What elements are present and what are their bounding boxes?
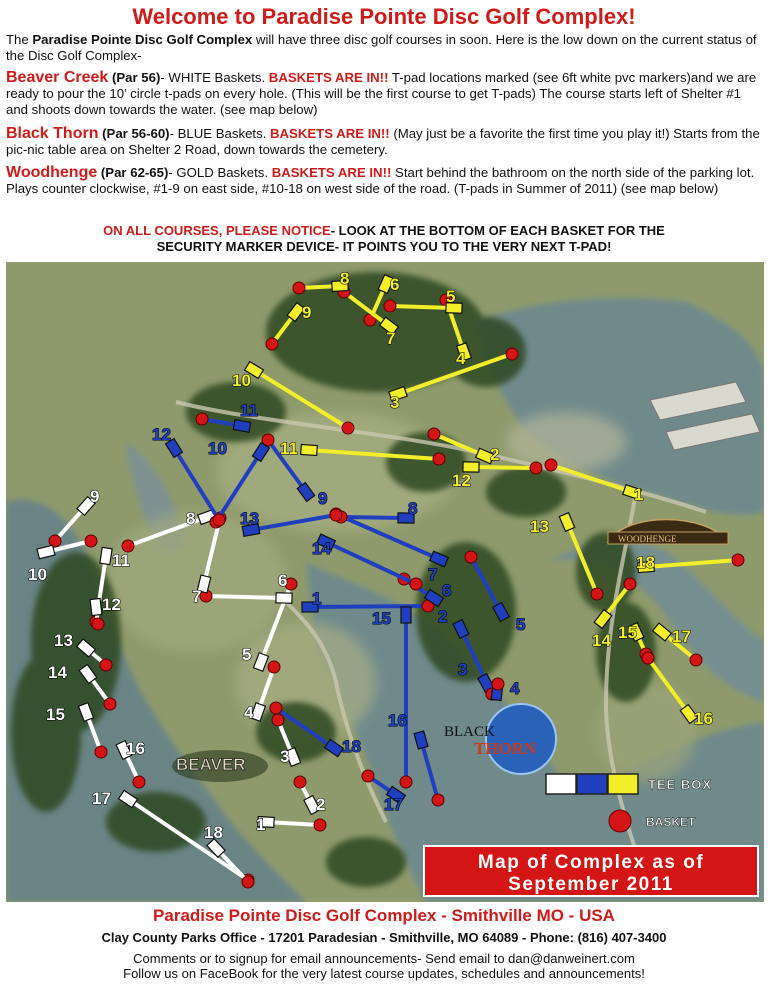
- footer-email-line: Comments or to signup for email announcements- Send email to dan@danweinert.com: [133, 951, 635, 966]
- woodhenge-logo-text: WOODHENGE: [618, 534, 677, 544]
- blue-basket-18: [270, 702, 282, 714]
- white-basket-18: [242, 876, 254, 888]
- intro-pre: The: [6, 32, 33, 47]
- blue-basket-13: [330, 509, 342, 521]
- gold-hole-number-7: 7: [386, 329, 396, 348]
- notice-banner: [0, 223, 768, 255]
- notice-line2: SECURITY MARKER DEVICE- IT POINTS YOU TO THE VERY NEXT T-PAD!: [156, 239, 612, 254]
- gold-hole-number-11: 11: [280, 439, 298, 458]
- blue-hole-number-4: 4: [510, 679, 520, 698]
- legend-swatch-blue: [577, 774, 607, 794]
- white-basket-13: [100, 659, 112, 671]
- white-hole-number-7: 7: [192, 587, 202, 606]
- caption-line2: September 2011: [508, 874, 674, 895]
- blue-hole-number-14: 14: [312, 539, 331, 558]
- gold-hole-number-3: 3: [390, 393, 400, 412]
- gold-basket-8: [293, 282, 305, 294]
- blue-basket-17: [362, 770, 374, 782]
- blue-hole-number-2: 2: [438, 607, 448, 626]
- gold-basket-3: [506, 348, 518, 360]
- beaver-creek-logo: [172, 750, 268, 782]
- blue-hole-number-12: 12: [152, 425, 171, 444]
- gold-hole-number-15: 15: [618, 623, 637, 642]
- legend-swatch-white: [546, 774, 576, 794]
- white-hole-number-10: 10: [28, 565, 47, 584]
- gold-fairway-5: [390, 306, 454, 308]
- course-name: Black Thorn: [6, 125, 99, 142]
- beaver-logo-text: BEAVER: [176, 755, 246, 774]
- course-map: [6, 262, 764, 902]
- white-hole-number-9: 9: [90, 487, 100, 506]
- course-woodhenge: [6, 165, 762, 197]
- course-par: (Par 62-65): [97, 165, 169, 180]
- black-logo-text: BLACK: [444, 724, 495, 740]
- blue-tee-box-11: [233, 420, 250, 433]
- gold-hole-number-17: 17: [672, 627, 691, 646]
- legend-tee-label: TEE BOX: [648, 777, 713, 792]
- white-tee-box-12: [90, 598, 102, 615]
- course-beaver-creek: [6, 70, 762, 118]
- white-basket-1: [314, 819, 326, 831]
- course-baskets-word: Baskets.: [210, 70, 269, 85]
- white-hole-number-18: 18: [204, 823, 223, 842]
- blue-hole-number-15: 15: [372, 609, 391, 628]
- intro-complex-name: Paradise Pointe Disc Golf Complex: [32, 32, 253, 47]
- white-fairway-6: [206, 596, 284, 598]
- gold-hole-number-18: 18: [636, 553, 655, 572]
- map-caption: [424, 846, 758, 896]
- gold-basket-11: [433, 453, 445, 465]
- page-title: Welcome to Paradise Pointe Disc Golf Complex!: [132, 4, 636, 29]
- white-basket-16: [133, 776, 145, 788]
- gold-hole-number-1: 1: [634, 485, 644, 504]
- course-status: BASKETS ARE IN!!: [271, 165, 392, 180]
- white-hole-number-8: 8: [186, 509, 196, 528]
- blue-hole-number-8: 8: [408, 499, 418, 518]
- gold-basket-12: [530, 462, 542, 474]
- course-desc: Start behind the bathroom on the north side of the parking lot. Plays counter clockwise, #1-9 on east side, #10-18 on west side of the road. (T-pads in Summer of 2011) (see map below): [6, 165, 755, 196]
- blue-hole-number-11: 11: [240, 401, 258, 420]
- blue-hole-number-10: 10: [208, 439, 227, 458]
- white-hole-number-17: 17: [92, 789, 111, 808]
- blue-hole-number-9: 9: [318, 489, 328, 508]
- white-tee-box-11: [100, 547, 112, 564]
- blue-hole-number-3: 3: [458, 660, 468, 679]
- white-hole-number-5: 5: [242, 645, 252, 664]
- notice-line1: - LOOK AT THE BOTTOM OF EACH BASKET FOR THE: [330, 223, 665, 238]
- gold-tee-box-11: [301, 444, 318, 455]
- white-basket-3: [272, 714, 284, 726]
- legend-swatch-gold: [608, 774, 638, 794]
- legend-basket-dot: [609, 810, 631, 832]
- white-hole-number-15: 15: [46, 705, 65, 724]
- course-name: Beaver Creek: [6, 69, 109, 86]
- course-baskets-word: Baskets.: [213, 165, 272, 180]
- blue-fairway-8: [341, 517, 406, 518]
- footer-facebook-line: Follow us on FaceBook for the very latest course updates, schedules and announcements!: [123, 966, 645, 981]
- course-color: - WHITE: [160, 70, 211, 85]
- blue-tee-box-15: [401, 607, 411, 623]
- course-color: - BLUE: [169, 126, 213, 141]
- white-basket-4: [268, 661, 280, 673]
- course-par: (Par 56): [108, 70, 161, 85]
- gold-hole-number-9: 9: [302, 303, 312, 322]
- blue-basket-4: [492, 678, 504, 690]
- gold-hole-number-6: 6: [390, 275, 400, 294]
- white-basket-10: [85, 535, 97, 547]
- white-basket-2: [294, 776, 306, 788]
- white-hole-number-4: 4: [244, 703, 254, 722]
- blue-basket-14: [410, 578, 422, 590]
- blue-hole-number-6: 6: [442, 581, 452, 600]
- gold-basket-13: [591, 588, 603, 600]
- gold-hole-number-13: 13: [530, 517, 549, 536]
- white-basket-12: [92, 618, 104, 630]
- blue-hole-number-7: 7: [428, 565, 438, 584]
- footer-contact: [0, 951, 768, 981]
- blue-hole-number-1: 1: [312, 589, 322, 608]
- gold-basket-2: [428, 428, 440, 440]
- gold-fairway-12: [471, 467, 536, 468]
- white-hole-number-16: 16: [126, 739, 145, 758]
- gold-basket-18: [732, 554, 744, 566]
- blue-hole-number-13: 13: [240, 509, 259, 528]
- blue-basket-11: [196, 413, 208, 425]
- blue-basket-15: [400, 776, 412, 788]
- white-hole-number-3: 3: [280, 747, 290, 766]
- notice-red: ON ALL COURSES, PLEASE NOTICE: [103, 223, 331, 238]
- white-tee-box-6: [276, 593, 292, 603]
- course-status: BASKETS ARE IN!!: [268, 70, 389, 85]
- gold-basket-16: [642, 652, 654, 664]
- blue-hole-number-17: 17: [384, 795, 403, 814]
- gold-hole-number-10: 10: [232, 371, 251, 390]
- gold-basket-17: [690, 654, 702, 666]
- course-color: - GOLD: [168, 165, 214, 180]
- white-hole-number-2: 2: [316, 795, 326, 814]
- white-hole-number-14: 14: [48, 663, 67, 682]
- gold-hole-number-2: 2: [490, 445, 500, 464]
- course-desc: T-pad locations marked (see 6ft white pvc markers)and we are ready to pour the 10’ circle t-pads on every hole. (This will be the first course to get T-pads) The course starts left of Shelter #1 and shoots down towards the water. (see map below): [6, 70, 757, 117]
- white-hole-number-1: 1: [256, 815, 266, 834]
- white-hole-number-6: 6: [278, 571, 288, 590]
- course-name: Woodhenge: [6, 164, 98, 181]
- gold-basket-14: [624, 578, 636, 590]
- white-basket-14: [104, 698, 116, 710]
- gold-hole-number-16: 16: [694, 709, 713, 728]
- intro-post: will have three disc golf courses in soon. Here is the low down on the current status of the Disc Golf Complex-: [6, 32, 757, 63]
- intro-paragraph: [6, 32, 762, 64]
- legend-basket-label: BASKET: [646, 815, 696, 829]
- course-desc: (May just be a favorite the first time you play it!) Starts from the pic-nic table area on Shelter 2 Road, down towards the cemetery.: [6, 126, 760, 157]
- white-hole-number-13: 13: [54, 631, 73, 650]
- white-hole-number-12: 12: [102, 595, 121, 614]
- course-status: BASKETS ARE IN!!: [270, 126, 390, 141]
- gold-basket-1: [545, 459, 557, 471]
- gold-hole-number-4: 4: [456, 349, 466, 368]
- gold-basket-9: [266, 338, 278, 350]
- blue-hole-number-16: 16: [388, 711, 407, 730]
- course-baskets-word: Baskets.: [212, 126, 270, 141]
- gold-hole-number-14: 14: [592, 631, 611, 650]
- blue-basket-16: [432, 794, 444, 806]
- blue-basket-5: [465, 551, 477, 563]
- gold-basket-10: [342, 422, 354, 434]
- gold-hole-number-12: 12: [452, 471, 471, 490]
- thorn-logo-text: THORN: [474, 739, 537, 758]
- blue-basket-12: [213, 514, 225, 526]
- gold-hole-number-8: 8: [340, 269, 350, 288]
- course-black-thorn: [6, 126, 762, 158]
- blue-hole-number-5: 5: [516, 615, 526, 634]
- white-hole-number-11: 11: [112, 551, 130, 570]
- caption-line1: Map of Complex as of: [477, 852, 705, 873]
- white-basket-15: [95, 746, 107, 758]
- gold-hole-number-5: 5: [446, 287, 456, 306]
- blue-hole-number-18: 18: [342, 737, 361, 756]
- course-par: (Par 56-60): [98, 126, 170, 141]
- footer-address: Clay County Parks Office - 17201 Paradesian - Smithville, MO 64089 - Phone: (816) 407-3400: [101, 930, 667, 945]
- gold-basket-5: [384, 300, 396, 312]
- footer-title: Paradise Pointe Disc Golf Complex - Smithville MO - USA: [153, 906, 615, 925]
